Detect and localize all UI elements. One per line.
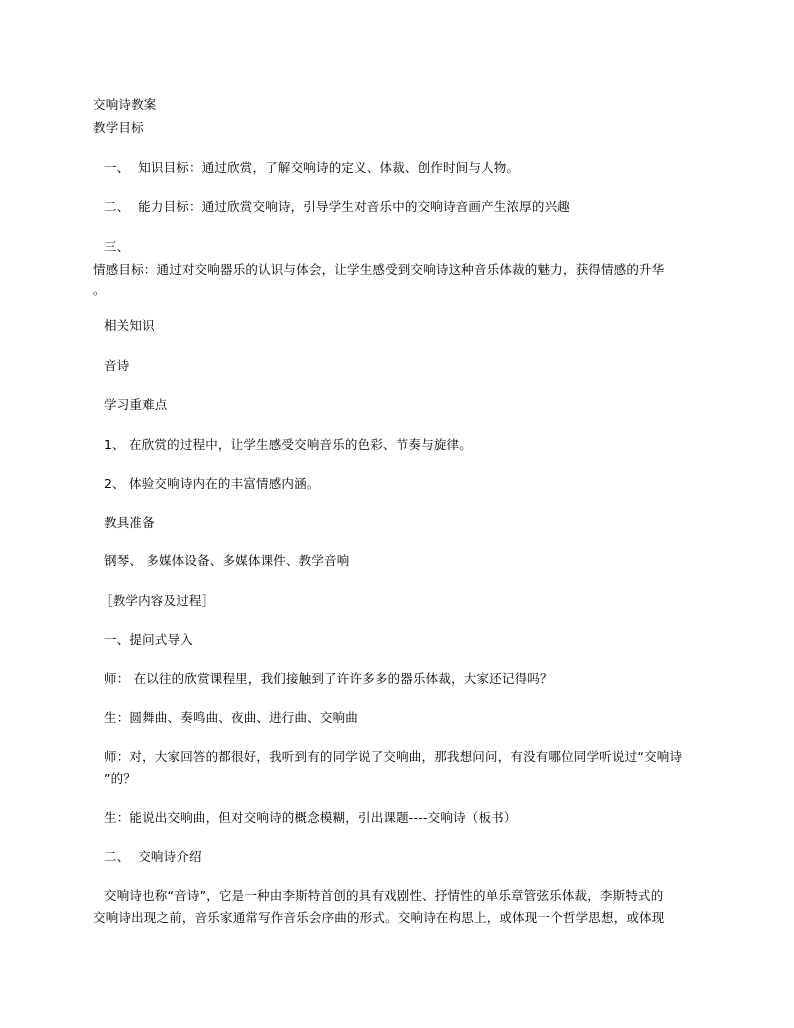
objective-2-number: 二、: [104, 199, 130, 214]
objective-3-number: 三、: [104, 239, 130, 254]
objective-3-text-line2: 。: [93, 282, 106, 297]
student-answer-2: 生：能说出交响曲，但对交响诗的概念模糊，引出课题----交响诗（板书）: [104, 810, 517, 825]
objective-3-text-line1: 情感目标：通过对交响器乐的认识与体会，让学生感受到交响诗这种音乐体裁的魅力，获得情感的升华: [93, 262, 665, 277]
difficulty-heading: 学习重难点: [104, 397, 168, 412]
process-heading: ［教学内容及过程］: [100, 593, 215, 608]
objective-2: [104, 199, 570, 215]
difficulty-item-2: 2、 体验交响诗内在的丰富情感内涵。: [104, 476, 320, 491]
student-answer-1: 生：圆舞曲、奏鸣曲、夜曲、进行曲、交响曲: [104, 710, 359, 725]
teacher-question-1: 师： 在以往的欣赏课程里，我们接触到了许许多多的器乐体裁，大家还记得吗？: [104, 671, 553, 686]
objective-1: [104, 160, 519, 176]
intro-paragraph-line2: 交响诗出现之前，音乐家通常写作音乐会序曲的形式。交响诗在构思上，或体现一个哲学思想，或体现: [93, 910, 665, 925]
tools-heading: 教具准备: [104, 515, 155, 530]
related-heading: 相关知识: [104, 318, 155, 333]
objective-1-text: 知识目标：通过欣赏，了解交响诗的定义、体裁、创作时间与人物。: [138, 160, 520, 175]
objective-1-number: 一、: [104, 160, 130, 175]
teacher-question-2-line2: ”的？: [104, 771, 137, 786]
related-item: 音诗: [104, 358, 130, 373]
document-title: 交响诗教案: [93, 97, 157, 112]
objective-2-text: 能力目标：通过欣赏交响诗，引导学生对音乐中的交响诗音画产生浓厚的兴趣: [138, 199, 570, 214]
section-2-number: 二、: [104, 849, 130, 864]
section-2-title: 交响诗介绍: [138, 849, 202, 864]
section-1-heading: 一、提问式导入: [104, 632, 193, 647]
objectives-heading: 教学目标: [93, 120, 144, 135]
intro-paragraph-line1: 交响诗也称“音诗”，它是一种由李斯特首创的具有戏剧性、抒情性的单乐章管弦乐体裁，李斯特式的: [104, 888, 664, 903]
difficulty-item-1: 1、 在欣赏的过程中，让学生感受交响音乐的色彩、节奏与旋律。: [104, 437, 472, 452]
teacher-question-2-line1: 师：对，大家回答的都很好，我听到有的同学说了交响曲，那我想问问，有没有哪位同学听说过“交响诗: [104, 749, 683, 764]
section-2-heading: [104, 849, 202, 865]
tools-list: 钢琴、 多媒体设备、多媒体课件、教学音响: [104, 553, 350, 568]
